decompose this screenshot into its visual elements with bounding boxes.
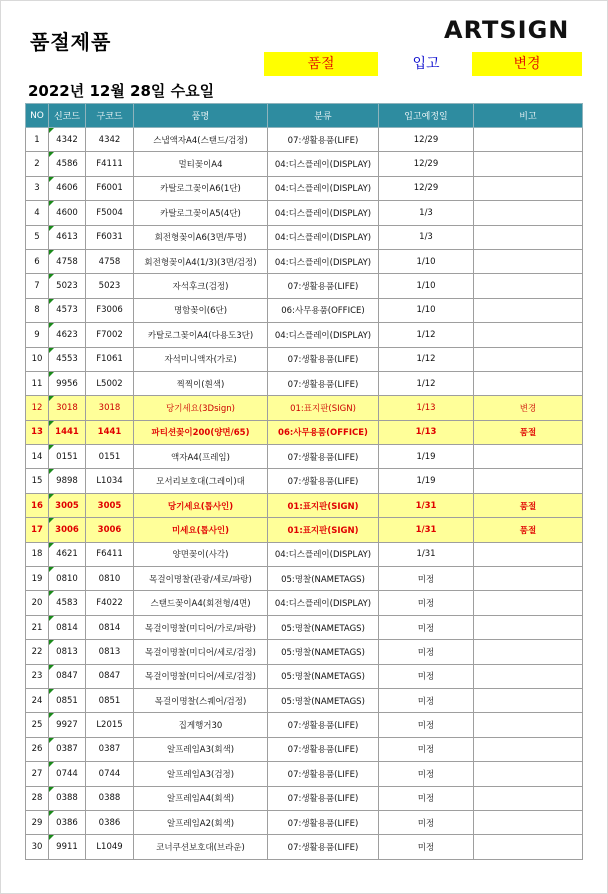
- cell-category: 04:디스플레이(DISPLAY): [268, 176, 379, 200]
- cell-eta: 미정: [379, 640, 474, 664]
- cell-no: 7: [26, 274, 49, 298]
- cell-product-name: 목걸이명찰(미디어/가로/파랑): [134, 615, 268, 639]
- cell-new-code: 0387: [49, 737, 86, 761]
- cell-eta: 1/13: [379, 420, 474, 444]
- cell-category: 07:생활용품(LIFE): [268, 835, 379, 859]
- cell-no: 25: [26, 713, 49, 737]
- cell-new-code: 4342: [49, 128, 86, 152]
- cell-eta: 1/19: [379, 469, 474, 493]
- cell-note: [474, 371, 583, 395]
- cell-category: 06:사무용품(OFFICE): [268, 420, 379, 444]
- cell-eta: 미정: [379, 713, 474, 737]
- cell-old-code: F1061: [86, 347, 134, 371]
- cell-new-code: 0151: [49, 445, 86, 469]
- cell-no: 1: [26, 128, 49, 152]
- cell-category: 07:생활용품(LIFE): [268, 762, 379, 786]
- cell-no: 27: [26, 762, 49, 786]
- cell-new-code: 9898: [49, 469, 86, 493]
- cell-note: [474, 274, 583, 298]
- cell-category: 04:디스플레이(DISPLAY): [268, 591, 379, 615]
- cell-old-code: L1034: [86, 469, 134, 493]
- col-header-product-name: 품명: [134, 104, 268, 128]
- cell-new-code: 5023: [49, 274, 86, 298]
- cell-no: 6: [26, 249, 49, 273]
- table-row: [26, 664, 583, 688]
- cell-note: 변경: [474, 396, 583, 420]
- table-row: [26, 640, 583, 664]
- cell-eta: 미정: [379, 786, 474, 810]
- table-row: [26, 542, 583, 566]
- cell-old-code: F6001: [86, 176, 134, 200]
- cell-new-code: 0813: [49, 640, 86, 664]
- cell-category: 07:생활용품(LIFE): [268, 786, 379, 810]
- cell-note: [474, 737, 583, 761]
- cell-no: 23: [26, 664, 49, 688]
- cell-product-name: 명함꽂이(6단): [134, 298, 268, 322]
- cell-category: 05:명찰(NAMETAGS): [268, 664, 379, 688]
- table-row: [26, 786, 583, 810]
- cell-category: 01:표지판(SIGN): [268, 493, 379, 517]
- cell-product-name: 카탈로그꽂이A6(1단): [134, 176, 268, 200]
- cell-category: 01:표지판(SIGN): [268, 518, 379, 542]
- cell-note: [474, 688, 583, 712]
- cell-old-code: 0810: [86, 567, 134, 591]
- cell-eta: 1/12: [379, 347, 474, 371]
- cell-product-name: 목걸이명찰(스퀘어/검정): [134, 688, 268, 712]
- cell-product-name: 자석미니액자(가로): [134, 347, 268, 371]
- table-row: [26, 420, 583, 444]
- cell-no: 9: [26, 323, 49, 347]
- cell-category: 05:명찰(NAMETAGS): [268, 688, 379, 712]
- cell-no: 17: [26, 518, 49, 542]
- cell-eta: 12/29: [379, 152, 474, 176]
- cell-category: 06:사무용품(OFFICE): [268, 298, 379, 322]
- cell-no: 20: [26, 591, 49, 615]
- cell-no: 18: [26, 542, 49, 566]
- cell-eta: 미정: [379, 567, 474, 591]
- cell-category: 07:생활용품(LIFE): [268, 445, 379, 469]
- cell-old-code: 0814: [86, 615, 134, 639]
- cell-eta: 1/31: [379, 493, 474, 517]
- cell-note: [474, 298, 583, 322]
- table-row: [26, 128, 583, 152]
- cell-eta: 미정: [379, 688, 474, 712]
- cell-category: 05:명찰(NAMETAGS): [268, 640, 379, 664]
- cell-eta: 미정: [379, 737, 474, 761]
- table-row: [26, 713, 583, 737]
- table-body: [26, 128, 583, 860]
- cell-note: [474, 249, 583, 273]
- cell-note: [474, 664, 583, 688]
- cell-old-code: 3006: [86, 518, 134, 542]
- cell-no: 14: [26, 445, 49, 469]
- cell-eta: 1/12: [379, 323, 474, 347]
- legend-change: 변경: [472, 52, 582, 76]
- cell-new-code: 0851: [49, 688, 86, 712]
- cell-category: 04:디스플레이(DISPLAY): [268, 225, 379, 249]
- table-row: [26, 152, 583, 176]
- cell-old-code: F7002: [86, 323, 134, 347]
- cell-product-name: 스냅액자A4(스탠드/검정): [134, 128, 268, 152]
- cell-new-code: 0814: [49, 615, 86, 639]
- cell-eta: 12/29: [379, 176, 474, 200]
- cell-note: [474, 225, 583, 249]
- table-row: [26, 567, 583, 591]
- cell-note: [474, 469, 583, 493]
- cell-product-name: 액자A4(프레임): [134, 445, 268, 469]
- table-row: [26, 201, 583, 225]
- cell-product-name: 미세요(톱사인): [134, 518, 268, 542]
- cell-eta: 12/29: [379, 128, 474, 152]
- cell-category: 04:디스플레이(DISPLAY): [268, 249, 379, 273]
- cell-new-code: 4613: [49, 225, 86, 249]
- cell-no: 12: [26, 396, 49, 420]
- col-header-new-code: 신코드: [49, 104, 86, 128]
- cell-note: [474, 176, 583, 200]
- cell-note: 품절: [474, 420, 583, 444]
- cell-eta: 1/12: [379, 371, 474, 395]
- cell-new-code: 4573: [49, 298, 86, 322]
- cell-note: [474, 615, 583, 639]
- cell-no: 30: [26, 835, 49, 859]
- brand-logo: ARTSIGN: [444, 16, 570, 44]
- cell-old-code: F5004: [86, 201, 134, 225]
- cell-note: 품절: [474, 518, 583, 542]
- cell-eta: 1/3: [379, 201, 474, 225]
- cell-no: 13: [26, 420, 49, 444]
- col-header-old-code: 구코드: [86, 104, 134, 128]
- cell-category: 05:명찰(NAMETAGS): [268, 615, 379, 639]
- cell-category: 01:표지판(SIGN): [268, 396, 379, 420]
- cell-eta: 1/19: [379, 445, 474, 469]
- table-row: [26, 274, 583, 298]
- cell-note: [474, 347, 583, 371]
- cell-no: 2: [26, 152, 49, 176]
- table-row: [26, 469, 583, 493]
- cell-product-name: 알프레임A3(검정): [134, 762, 268, 786]
- cell-eta: 1/31: [379, 542, 474, 566]
- legend-instock: 입고: [412, 56, 440, 72]
- cell-old-code: 4342: [86, 128, 134, 152]
- cell-no: 19: [26, 567, 49, 591]
- cell-note: [474, 640, 583, 664]
- cell-product-name: 멀티꽂이A4: [134, 152, 268, 176]
- col-header-category: 분류: [268, 104, 379, 128]
- cell-old-code: 0813: [86, 640, 134, 664]
- cell-note: [474, 835, 583, 859]
- cell-old-code: 0386: [86, 810, 134, 834]
- table-row: [26, 323, 583, 347]
- cell-new-code: 4623: [49, 323, 86, 347]
- cell-note: [474, 128, 583, 152]
- cell-old-code: 0744: [86, 762, 134, 786]
- cell-new-code: 9911: [49, 835, 86, 859]
- cell-old-code: 0847: [86, 664, 134, 688]
- cell-old-code: F6411: [86, 542, 134, 566]
- cell-category: 04:디스플레이(DISPLAY): [268, 542, 379, 566]
- table-row: [26, 298, 583, 322]
- cell-eta: 미정: [379, 615, 474, 639]
- cell-old-code: 0151: [86, 445, 134, 469]
- table-row: [26, 225, 583, 249]
- cell-note: 품절: [474, 493, 583, 517]
- cell-old-code: 5023: [86, 274, 134, 298]
- table-row: [26, 688, 583, 712]
- cell-category: 05:명찰(NAMETAGS): [268, 567, 379, 591]
- cell-note: [474, 542, 583, 566]
- cell-note: [474, 786, 583, 810]
- page-title: 품절제품: [30, 30, 112, 54]
- cell-no: 24: [26, 688, 49, 712]
- cell-new-code: 4586: [49, 152, 86, 176]
- cell-old-code: F4022: [86, 591, 134, 615]
- cell-note: [474, 567, 583, 591]
- cell-old-code: 4758: [86, 249, 134, 273]
- table-row: [26, 835, 583, 859]
- cell-product-name: 코너쿠션보호대(브라운): [134, 835, 268, 859]
- cell-no: 21: [26, 615, 49, 639]
- cell-new-code: 3006: [49, 518, 86, 542]
- cell-eta: 1/10: [379, 274, 474, 298]
- cell-new-code: 0847: [49, 664, 86, 688]
- cell-eta: 미정: [379, 591, 474, 615]
- cell-old-code: 3018: [86, 396, 134, 420]
- cell-category: 04:디스플레이(DISPLAY): [268, 201, 379, 225]
- cell-new-code: 0810: [49, 567, 86, 591]
- cell-old-code: 0851: [86, 688, 134, 712]
- cell-new-code: 0386: [49, 810, 86, 834]
- cell-product-name: 자석후크(검정): [134, 274, 268, 298]
- cell-old-code: F6031: [86, 225, 134, 249]
- cell-category: 07:생활용품(LIFE): [268, 469, 379, 493]
- cell-eta: 1/10: [379, 249, 474, 273]
- soldout-table: [25, 103, 583, 860]
- table-row: [26, 445, 583, 469]
- cell-category: 07:생활용품(LIFE): [268, 371, 379, 395]
- table-row: [26, 347, 583, 371]
- cell-product-name: 목걸이명찰(관광/세로/파랑): [134, 567, 268, 591]
- cell-category: 07:생활용품(LIFE): [268, 347, 379, 371]
- cell-note: [474, 591, 583, 615]
- cell-product-name: 당기세요(3Dsign): [134, 396, 268, 420]
- col-header-no: NO: [26, 104, 49, 128]
- cell-category: 07:생활용품(LIFE): [268, 737, 379, 761]
- table-row: [26, 762, 583, 786]
- cell-new-code: 4606: [49, 176, 86, 200]
- table-row: [26, 518, 583, 542]
- cell-no: 11: [26, 371, 49, 395]
- cell-note: [474, 201, 583, 225]
- cell-old-code: F4111: [86, 152, 134, 176]
- cell-old-code: L1049: [86, 835, 134, 859]
- table-row: [26, 810, 583, 834]
- cell-note: [474, 713, 583, 737]
- cell-old-code: 1441: [86, 420, 134, 444]
- cell-product-name: 회전형꽂이A6(3면/투명): [134, 225, 268, 249]
- report-date: 2022년 12월 28일 수요일: [28, 82, 215, 100]
- col-header-note: 비고: [474, 104, 583, 128]
- cell-eta: 1/10: [379, 298, 474, 322]
- cell-new-code: 1441: [49, 420, 86, 444]
- cell-product-name: 모서리보호대(그레이)대: [134, 469, 268, 493]
- cell-category: 07:생활용품(LIFE): [268, 713, 379, 737]
- cell-note: [474, 323, 583, 347]
- cell-product-name: 카탈로그꽂이A4(다용도3단): [134, 323, 268, 347]
- cell-eta: 1/3: [379, 225, 474, 249]
- table-row: [26, 591, 583, 615]
- cell-product-name: 집게행거30: [134, 713, 268, 737]
- cell-note: [474, 762, 583, 786]
- cell-new-code: 0388: [49, 786, 86, 810]
- cell-old-code: L2015: [86, 713, 134, 737]
- cell-no: 29: [26, 810, 49, 834]
- table-row: [26, 737, 583, 761]
- cell-category: 07:생활용품(LIFE): [268, 274, 379, 298]
- cell-old-code: 3005: [86, 493, 134, 517]
- cell-new-code: 3018: [49, 396, 86, 420]
- cell-note: [474, 810, 583, 834]
- cell-product-name: 파티션꽂이200(양면/65): [134, 420, 268, 444]
- cell-no: 22: [26, 640, 49, 664]
- cell-category: 07:생활용품(LIFE): [268, 810, 379, 834]
- cell-new-code: 4758: [49, 249, 86, 273]
- cell-product-name: 회전형꽂이A4(1/3)(3면/검정): [134, 249, 268, 273]
- cell-product-name: 찍찍이(흰색): [134, 371, 268, 395]
- cell-note: [474, 152, 583, 176]
- cell-old-code: 0388: [86, 786, 134, 810]
- cell-no: 28: [26, 786, 49, 810]
- table-header-row: [26, 104, 583, 128]
- cell-new-code: 9927: [49, 713, 86, 737]
- cell-new-code: 4621: [49, 542, 86, 566]
- cell-category: 04:디스플레이(DISPLAY): [268, 323, 379, 347]
- table-row: [26, 176, 583, 200]
- cell-eta: 미정: [379, 762, 474, 786]
- cell-product-name: 양면꽂이(사각): [134, 542, 268, 566]
- cell-category: 07:생활용품(LIFE): [268, 128, 379, 152]
- cell-eta: 미정: [379, 835, 474, 859]
- cell-product-name: 목걸이명찰(미디어/세로/검정): [134, 664, 268, 688]
- cell-new-code: 3005: [49, 493, 86, 517]
- cell-eta: 미정: [379, 810, 474, 834]
- cell-product-name: 스탠드꽂이A4(회전형/4면): [134, 591, 268, 615]
- cell-no: 15: [26, 469, 49, 493]
- cell-new-code: 0744: [49, 762, 86, 786]
- cell-eta: 미정: [379, 664, 474, 688]
- cell-old-code: 0387: [86, 737, 134, 761]
- cell-new-code: 4553: [49, 347, 86, 371]
- cell-no: 8: [26, 298, 49, 322]
- table-row: [26, 249, 583, 273]
- table-row: [26, 396, 583, 420]
- cell-no: 16: [26, 493, 49, 517]
- cell-old-code: F3006: [86, 298, 134, 322]
- cell-product-name: 알프레임A2(회색): [134, 810, 268, 834]
- col-header-eta: 입고예정일: [379, 104, 474, 128]
- cell-no: 5: [26, 225, 49, 249]
- cell-product-name: 카탈로그꽂이A5(4단): [134, 201, 268, 225]
- table-row: [26, 371, 583, 395]
- cell-no: 10: [26, 347, 49, 371]
- cell-eta: 1/31: [379, 518, 474, 542]
- cell-product-name: 알프레임A3(회색): [134, 737, 268, 761]
- cell-product-name: 목걸이명찰(미디어/세로/검정): [134, 640, 268, 664]
- cell-new-code: 9956: [49, 371, 86, 395]
- table-row: [26, 493, 583, 517]
- cell-note: [474, 445, 583, 469]
- cell-new-code: 4600: [49, 201, 86, 225]
- cell-no: 26: [26, 737, 49, 761]
- cell-no: 3: [26, 176, 49, 200]
- cell-product-name: 당기세요(톱사인): [134, 493, 268, 517]
- cell-product-name: 알프레임A4(회색): [134, 786, 268, 810]
- cell-category: 04:디스플레이(DISPLAY): [268, 152, 379, 176]
- cell-old-code: L5002: [86, 371, 134, 395]
- table-row: [26, 615, 583, 639]
- legend-soldout: 품절: [264, 52, 378, 76]
- cell-new-code: 4583: [49, 591, 86, 615]
- cell-eta: 1/13: [379, 396, 474, 420]
- cell-no: 4: [26, 201, 49, 225]
